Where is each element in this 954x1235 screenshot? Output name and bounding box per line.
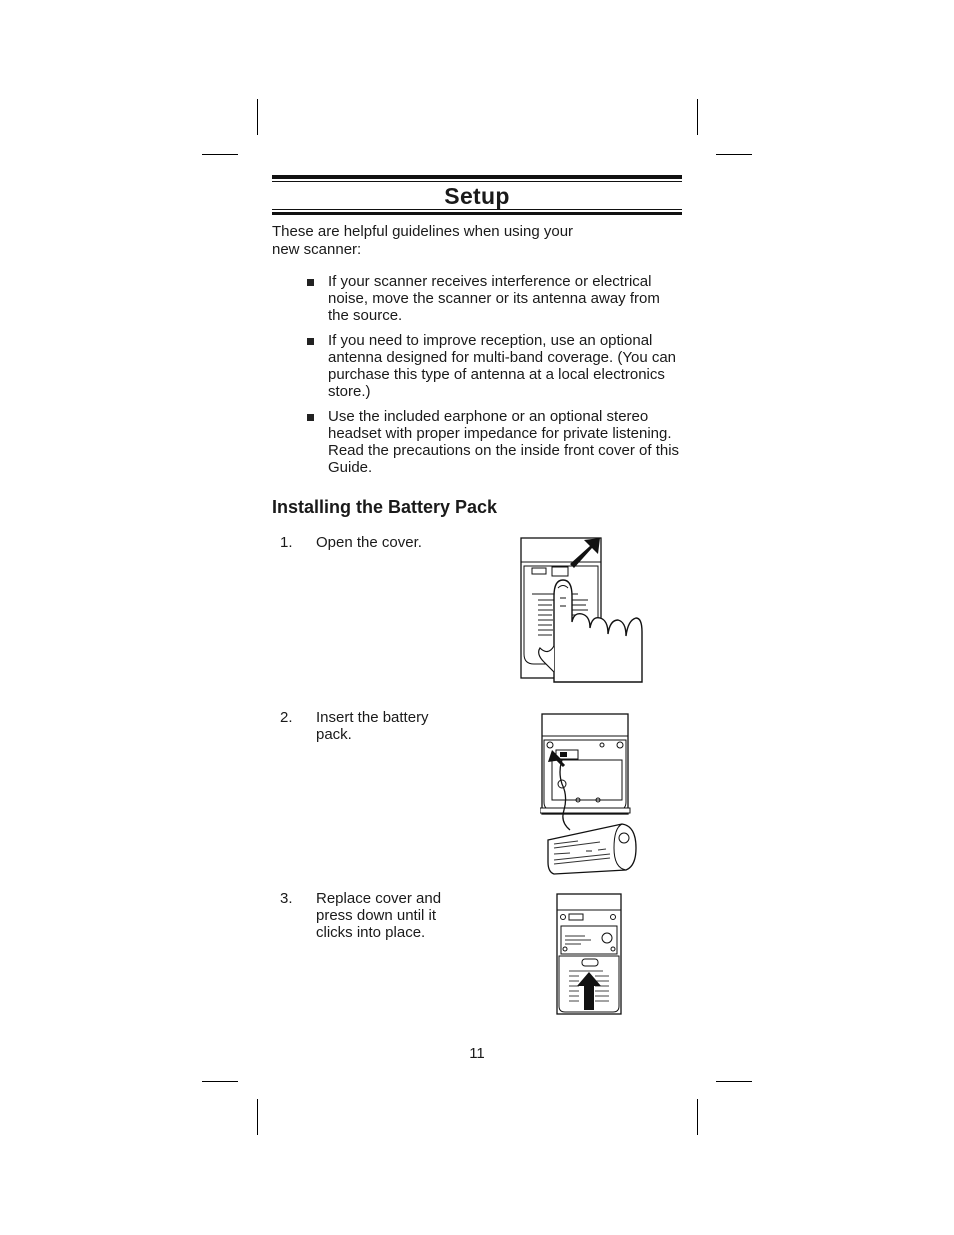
guideline-text: If you need to improve reception, use an optional antenna designed for multi-band coverage. (You can purchase this type of antenna at a local electronics store.)	[328, 332, 677, 400]
guideline-item	[305, 408, 680, 476]
section-heading: Installing the Battery Pack	[272, 497, 498, 517]
page-title: Setup	[444, 183, 510, 209]
replace-cover-illustration	[555, 892, 625, 1017]
guideline-text: Use the included earphone or an optional stereo headset with proper impedance for private listening. Read the precautions on the inside front cover of this Guide.	[328, 408, 680, 476]
open-cover-illustration	[518, 536, 646, 686]
crop-mark-bottom-left-horizontal	[202, 1081, 238, 1082]
step-text: Open the cover.	[316, 534, 422, 551]
crop-mark-bottom-right-vertical	[697, 1099, 698, 1135]
title-rule-top	[272, 175, 682, 179]
step-number: 1.	[280, 534, 293, 551]
intro-paragraph: These are helpful guidelines when using your new scanner:	[272, 223, 574, 258]
crop-mark-bottom-right-horizontal	[716, 1081, 752, 1082]
bullet-square-icon	[307, 279, 314, 286]
crop-mark-bottom-left-vertical	[257, 1099, 258, 1135]
title-rule-bottom-thin	[272, 209, 682, 210]
guideline-item	[305, 273, 680, 324]
crop-mark-top-left-vertical	[257, 99, 258, 135]
bullet-square-icon	[307, 414, 314, 421]
title-block	[272, 175, 682, 215]
bullet-square-icon	[307, 338, 314, 345]
crop-mark-top-right-horizontal	[716, 154, 752, 155]
crop-mark-top-left-horizontal	[202, 154, 238, 155]
guideline-list	[305, 273, 680, 484]
page-number: 11	[469, 1045, 485, 1062]
guideline-text: If your scanner receives interference or electrical noise, move the scanner or its antenna away from the source.	[328, 273, 660, 324]
step-number: 2.	[280, 709, 293, 726]
step-number: 3.	[280, 890, 293, 907]
guideline-item	[305, 332, 680, 400]
title-rule-top-thin	[272, 181, 682, 182]
step-text: Replace cover and press down until it clicks into place.	[316, 890, 442, 941]
crop-mark-top-right-vertical	[697, 99, 698, 135]
title-rule-bottom	[272, 212, 682, 215]
insert-battery-illustration	[540, 712, 640, 877]
step-text: Insert the battery pack.	[316, 709, 429, 743]
